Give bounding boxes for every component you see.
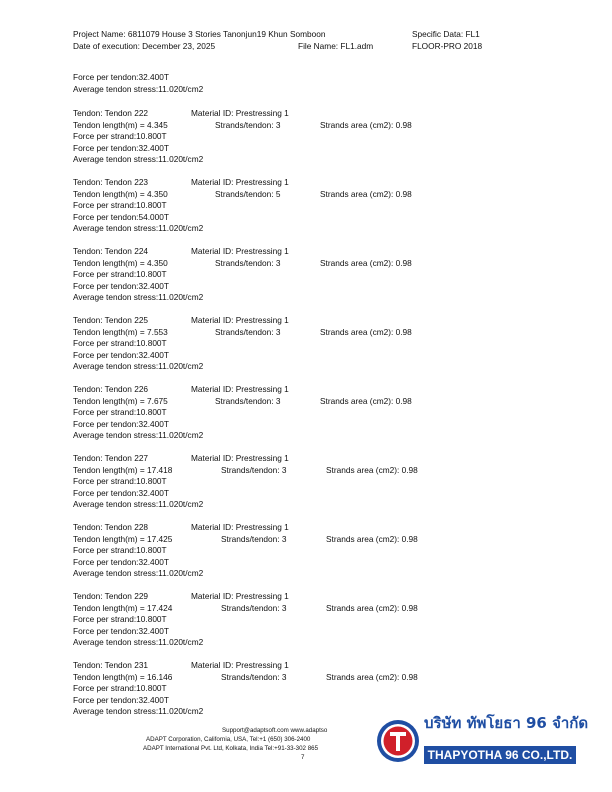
material-id: Material ID: Prestressing 1 <box>191 453 289 463</box>
force-per-tendon: Force per tendon:32.400T <box>73 349 169 360</box>
report-header-left <box>73 29 325 52</box>
strands-per-tendon: Strands/tendon: 3 <box>221 602 287 613</box>
tendon-row <box>73 131 593 143</box>
tendon-block <box>73 108 593 166</box>
tendon-row <box>73 430 593 442</box>
force-per-strand: Force per strand:10.800T <box>73 476 167 486</box>
force-per-strand: Force per strand:10.800T <box>73 683 167 693</box>
footer-adapt-usa: ADAPT Corporation, California, USA, Tel:+1 (650) 306-2400 <box>146 736 311 743</box>
tendon-length: Tendon length(m) = 17.418 <box>73 464 173 475</box>
tendon-row <box>73 361 593 373</box>
tendon-row <box>73 154 593 166</box>
strands-per-tendon: Strands/tendon: 3 <box>221 671 287 682</box>
strands-area: Strands area (cm2): 0.98 <box>326 464 418 475</box>
tendon-row <box>73 338 593 350</box>
tendon-title: Tendon: Tendon 224 <box>73 246 149 256</box>
tendon-block <box>73 177 593 235</box>
force-per-tendon: Force per tendon:32.400T <box>73 694 169 705</box>
tendon-block <box>73 315 593 373</box>
force-per-strand: Force per strand:10.800T <box>73 545 167 555</box>
tendon-row <box>73 269 593 281</box>
tendon-row <box>73 614 593 626</box>
tendon-list <box>73 108 593 718</box>
force-per-tendon: Force per tendon:32.400T <box>73 556 169 567</box>
strands-per-tendon: Strands/tendon: 5 <box>215 188 281 199</box>
tendon-row <box>73 660 593 672</box>
tendon-length: Tendon length(m) = 7.553 <box>73 326 168 337</box>
strands-area: Strands area (cm2): 0.98 <box>326 602 418 613</box>
material-id: Material ID: Prestressing 1 <box>191 591 289 601</box>
tendon-block <box>73 384 593 442</box>
tendon-length: Tendon length(m) = 17.425 <box>73 533 173 544</box>
average-tendon-stress: Average tendon stress:11.020t/cm2 <box>73 499 204 509</box>
force-per-tendon: Force per tendon:32.400T <box>73 487 169 498</box>
tendon-length: Tendon length(m) = 17.424 <box>73 602 173 613</box>
tendon-row <box>73 292 593 304</box>
specific-data: Specific Data: FL1 <box>412 29 480 39</box>
force-per-tendon: Force per tendon:54.000T <box>73 211 169 222</box>
tendon-title: Tendon: Tendon 226 <box>73 384 149 394</box>
average-tendon-stress: Average tendon stress:11.020t/cm2 <box>73 568 204 578</box>
tendon-row <box>73 603 593 615</box>
footer-contact: Support@adaptsoft.com www.adaptso <box>222 727 328 734</box>
tendon-row <box>73 626 593 638</box>
force-per-strand: Force per strand:10.800T <box>73 269 167 279</box>
tendon-row <box>73 672 593 684</box>
tendon-row <box>73 476 593 488</box>
tendon-title: Tendon: Tendon 228 <box>73 522 149 532</box>
program-name: FLOOR-PRO 2018 <box>412 40 483 51</box>
file-name: File Name: FL1.adm <box>298 40 374 51</box>
previous-tendon-tail <box>73 72 593 95</box>
company-logo <box>376 714 589 770</box>
tendon-length: Tendon length(m) = 4.350 <box>73 188 168 199</box>
tendon-row <box>73 189 593 201</box>
tendon-title: Tendon: Tendon 222 <box>73 108 149 118</box>
tendon-row <box>73 637 593 649</box>
page-number: 7 <box>301 754 305 761</box>
tendon-row <box>73 591 593 603</box>
strands-area: Strands area (cm2): 0.98 <box>320 326 412 337</box>
material-id: Material ID: Prestressing 1 <box>191 522 289 532</box>
average-tendon-stress: Average tendon stress:11.020t/cm2 <box>73 292 204 302</box>
tendon-row <box>73 453 593 465</box>
tendon-row <box>73 568 593 580</box>
project-name: Project Name: 6811079 House 3 Stories Tanonjun19 Khun Somboon <box>73 29 326 39</box>
execution-date: Date of execution: December 23, 2025 <box>73 40 216 51</box>
strands-area: Strands area (cm2): 0.98 <box>320 119 412 130</box>
average-tendon-stress: Average tendon stress:11.020t/cm2 <box>73 637 204 647</box>
tendon-row <box>73 246 593 258</box>
strands-area: Strands area (cm2): 0.98 <box>320 188 412 199</box>
material-id: Material ID: Prestressing 1 <box>191 384 289 394</box>
tendon-row <box>73 143 593 155</box>
material-id: Material ID: Prestressing 1 <box>191 315 289 325</box>
tendon-row <box>73 177 593 189</box>
tendon-title: Tendon: Tendon 229 <box>73 591 149 601</box>
force-per-strand: Force per strand:10.800T <box>73 200 167 210</box>
report-header-right <box>412 29 482 52</box>
tendon-block <box>73 453 593 511</box>
tendon-row <box>73 488 593 500</box>
tendon-row <box>73 258 593 270</box>
strands-per-tendon: Strands/tendon: 3 <box>215 119 281 130</box>
strands-area: Strands area (cm2): 0.98 <box>320 395 412 406</box>
tendon-title: Tendon: Tendon 223 <box>73 177 149 187</box>
tendon-row <box>73 419 593 431</box>
tendon-title: Tendon: Tendon 231 <box>73 660 149 670</box>
tendon-length: Tendon length(m) = 4.345 <box>73 119 168 130</box>
tendon-block <box>73 660 593 718</box>
material-id: Material ID: Prestressing 1 <box>191 108 289 118</box>
strands-per-tendon: Strands/tendon: 3 <box>215 257 281 268</box>
tendon-length: Tendon length(m) = 7.675 <box>73 395 168 406</box>
tendon-block <box>73 246 593 304</box>
thapyotha-emblem-icon <box>376 719 420 763</box>
material-id: Material ID: Prestressing 1 <box>191 177 289 187</box>
tendon-row <box>73 108 593 120</box>
material-id: Material ID: Prestressing 1 <box>191 660 289 670</box>
strands-per-tendon: Strands/tendon: 3 <box>215 395 281 406</box>
company-name-english: THAPYOTHA 96 CO.,LTD. <box>424 746 576 764</box>
strands-area: Strands area (cm2): 0.98 <box>326 671 418 682</box>
tendon-row <box>73 522 593 534</box>
tendon-row <box>73 683 593 695</box>
tendon-block <box>73 591 593 649</box>
average-tendon-stress: Average tendon stress:11.020t/cm2 <box>73 83 204 94</box>
tendon-row <box>73 499 593 511</box>
tendon-row <box>73 120 593 132</box>
tendon-row <box>73 200 593 212</box>
force-per-tendon: Force per tendon:32.400T <box>73 625 169 636</box>
tendon-row <box>73 327 593 339</box>
strands-per-tendon: Strands/tendon: 3 <box>215 326 281 337</box>
strands-per-tendon: Strands/tendon: 3 <box>221 533 287 544</box>
tendon-row <box>73 396 593 408</box>
force-per-strand: Force per strand:10.800T <box>73 614 167 624</box>
tendon-row <box>73 212 593 224</box>
strands-per-tendon: Strands/tendon: 3 <box>221 464 287 475</box>
average-tendon-stress: Average tendon stress:11.020t/cm2 <box>73 223 204 233</box>
average-tendon-stress: Average tendon stress:11.020t/cm2 <box>73 154 204 164</box>
tendon-row <box>73 557 593 569</box>
tendon-row <box>73 384 593 396</box>
tendon-length: Tendon length(m) = 4.350 <box>73 257 168 268</box>
average-tendon-stress: Average tendon stress:11.020t/cm2 <box>73 430 204 440</box>
strands-area: Strands area (cm2): 0.98 <box>320 257 412 268</box>
force-per-tendon: Force per tendon:32.400T <box>73 72 169 82</box>
material-id: Material ID: Prestressing 1 <box>191 246 289 256</box>
tendon-row <box>73 407 593 419</box>
average-tendon-stress: Average tendon stress:11.020t/cm2 <box>73 706 204 716</box>
tendon-row <box>73 350 593 362</box>
force-per-strand: Force per strand:10.800T <box>73 131 167 141</box>
tendon-title: Tendon: Tendon 225 <box>73 315 149 325</box>
average-tendon-stress: Average tendon stress:11.020t/cm2 <box>73 361 204 371</box>
company-name-thai: บริษัท ทัพโยธา 96 จำกัด <box>424 714 589 732</box>
force-per-tendon: Force per tendon:32.400T <box>73 142 169 153</box>
tendon-row <box>73 545 593 557</box>
tendon-row <box>73 534 593 546</box>
tendon-row <box>73 695 593 707</box>
force-per-tendon: Force per tendon:32.400T <box>73 418 169 429</box>
tendon-title: Tendon: Tendon 227 <box>73 453 149 463</box>
strands-area: Strands area (cm2): 0.98 <box>326 533 418 544</box>
tendon-row <box>73 465 593 477</box>
tendon-row <box>73 315 593 327</box>
tendon-length: Tendon length(m) = 16.146 <box>73 671 173 682</box>
tendon-row <box>73 223 593 235</box>
footer-adapt-india: ADAPT International Pvt. Ltd, Kolkata, India Tel:+91-33-302 865 <box>143 745 319 752</box>
force-per-strand: Force per strand:10.800T <box>73 338 167 348</box>
tendon-block <box>73 522 593 580</box>
tendon-row <box>73 281 593 293</box>
force-per-strand: Force per strand:10.800T <box>73 407 167 417</box>
force-per-tendon: Force per tendon:32.400T <box>73 280 169 291</box>
